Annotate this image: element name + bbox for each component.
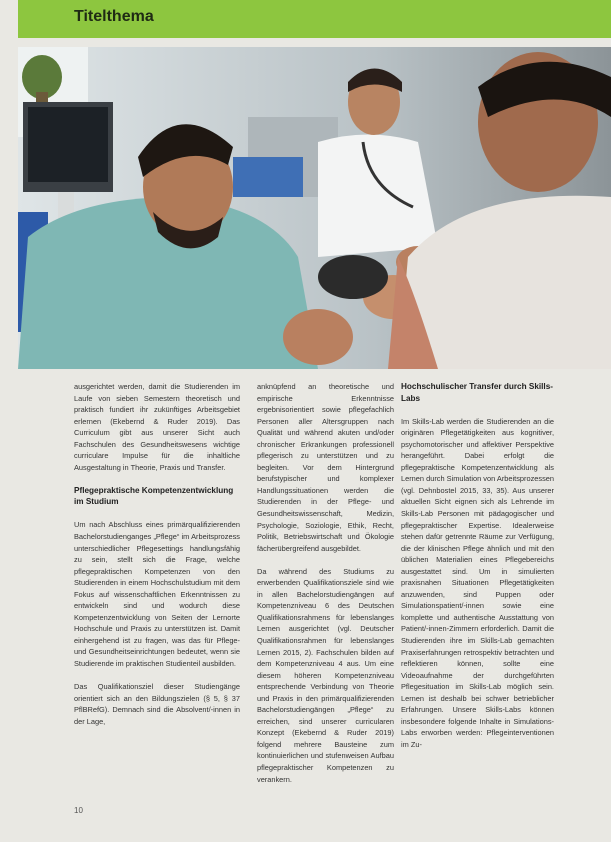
paragraph: anknüpfend an theoretische und empirische Erkenntnisse ergebnisorientiert sowie pflegefachlich Personen aller Altersgruppen nach Qualität und während akuten und/oder chronischer Erkrankungen professionell pflegerisch zu unterstützen und zu begleiten. Vor dem Hintergrund berufstypischer und komplexer Handlungssituationen werden die Studierenden in der Pflege- und Gesundheitswissenschaft, Medizin, Psychologie, Soziologie, Ethik, Recht, Politik, Betriebswirtschaft und Ökologie fächerübergreifend ausgebildet. [257,382,394,553]
subheading-skills-labs: Hochschulischer Transfer durch Skills-Labs [401,382,553,403]
section-title: Titelthema [74,8,154,25]
paragraph: Um nach Abschluss eines primärqualifizierenden Bachelorstudienganges „Pflege“ im Arbeitsprozess unterschiedlicher Pflegesettings handlungsfähig zu sein, stellt sich die Frage, welche pflegepraktischen Kompetenzen von den Studierenden in einem Hochschulstudium mit dem Fokus auf wissenschaftlichen Erkenntnissen zu entwickeln sind und wodurch diese Kompetenzentwicklung von Seiten der Lernorte Hochschule und Praxis zu unterstützen ist. Damit einhergehend ist zu fragen, was das für Pflege- und Gesundheitseinrichtungen bedeutet, wenn sie Studierende im praktischen Studienteil ausbilden. [74,520,240,669]
paragraph: Da während des Studiums zu erwerbenden Qualifikationsziele sind wie in allen Bachelorstudiengängen auf Kompetenzniveau 6 des Deutschen Qualifikationsrahmens für lebenslanges Lernen ausgerichtet (vgl. Deutscher Qualifikationsrahmen für lebenslanges Lernen 2015, 2). Fachschulen bilden auf dem Kompetenzniveau 4 aus. Um eine diesem höheren Kompetenzniveau entsprechende Verbindung von Theorie und Praxis in den primärqualifizierenden Bachelorstudiengängen „Pflege“ zu erreichen, sind unserer curricularen Konzept (Ekebernd & Ruder 2019) folgend mehrere Bausteine zum kontinuierlichen und stufenweisen Aufbau pflegepraktischer Kompetenzen zu verankern. [257,566,394,784]
subheading-kompetenzentwicklung: Pflegepraktische Kompetenzentwicklung im Studium [74,485,234,507]
photo-medical-training [18,47,611,369]
text-column-1 [74,381,240,739]
paragraph: ausgerichtet werden, damit die Studierenden im Laufe von sieben Semestern theoretisch und praktisch fundiert ihr zukünftiges Arbeitsgebiet erlernen (Ekebernd & Ruder 2019). Das Curriculum gibt aus unserer Sicht auch Fachschulen des Gesundheitswesens wichtige curriculare Impulse für die inhaltliche Ausgestaltung in Theorie, Praxis und Transfer. [74,382,240,472]
paragraph: Im Skills-Lab werden die Studierenden an die originären Pflegetätigkeiten aus kognitiver, psychomotorischer und affektiver Perspektive herangeführt. Dabei erfolgt die pflegepraktische Kompetenzentwicklung als Lernen durch Simulation von Arbeitsprozessen (vgl. Dehnbostel 2015, 33, 35). Aus unserer aktuellen Sicht eignen sich als Lehrende im Skills-Lab Personen mit pädagogischer und pflegepraktischer Expertise. Idealerweise stehen dafür getrennte Räume zur Verfügung, die der klinischen Pflege ähnlich und mit den üblichen Materialien eines Pflegebereichs ausgestattet sind. Um in simulierten praxisnahen Situationen Pflegetätigkeiten anzuwenden, sind Puppen oder Simulationspatient/-innen sowie eine komplette und authentische Ausstattung von Patient/-innen-Zimmern erforderlich. Damit die Studierenden ihre im Skills-Lab gemachten Praxiserfahrungen retrospektiv betrachten und reflektieren können, sollte eine Videoaufnahme der durchgeführten Pflegesituation im Skills-Lab möglich sein. Lernen ist deshalb bei schwer betrieblicher Erfahrungen. Unsere Skills-Labs können insbesondere folgende Inhalte in Simulations-Labs erworben werden: Pflegeinterventionen im Zu- [401,416,554,749]
page-number: 10 [74,806,83,815]
text-column-2 [257,381,394,797]
text-column-3 [401,381,554,762]
paragraph: Das Qualifikationsziel dieser Studiengänge orientiert sich an den Bildungszielen (§ 5, § 37 PflBRefG). Demnach sind die Absolvent/-innen in der Lage, [74,682,240,726]
